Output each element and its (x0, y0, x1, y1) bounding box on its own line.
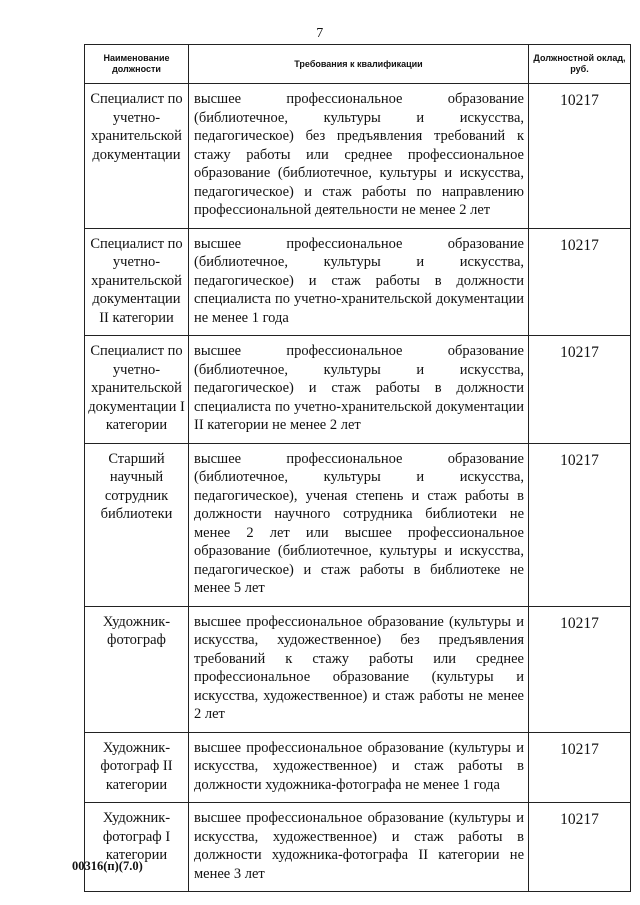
salary-value: 10217 (529, 84, 631, 229)
qualification-requirements: высшее профессиональное образование (культуры и искусства, художественное) и стаж работы в должности художника-фотографа не менее 1 года (189, 732, 529, 803)
table-row (85, 803, 631, 892)
table-row (85, 606, 631, 732)
header-salary: Должностной оклад, руб. (529, 45, 631, 84)
salary-value: 10217 (529, 606, 631, 732)
position-name: Художник-фотограф (85, 606, 189, 732)
salary-value: 10217 (529, 803, 631, 892)
position-name: Художник-фотограф II категории (85, 732, 189, 803)
table-row (85, 84, 631, 229)
position-name: Старший научный сотрудник библиотеки (85, 443, 189, 606)
table-row (85, 228, 631, 336)
table-row (85, 732, 631, 803)
table-header-row (85, 45, 631, 84)
salary-value: 10217 (529, 443, 631, 606)
position-name: Специалист по учетно-хранительской документации I категории (85, 336, 189, 444)
qualification-requirements: высшее профессиональное образование (культуры и искусства, художественное) и стаж работы в должности художника-фотографа II категории не менее 3 лет (189, 803, 529, 892)
salary-value: 10217 (529, 228, 631, 336)
qualification-requirements: высшее профессиональное образование (библиотечное, культуры и искусства, педагогическое), ученая степень и стаж работы в должности научного сотрудника библиотеки не менее 2 лет или высшее профессиональное образование (библиотечное, культуры и искусства, педагогическое) и стаж работы в библиотеке не менее 5 лет (189, 443, 529, 606)
position-name: Художник-фотограф I категории (85, 803, 189, 892)
header-requirements: Требования к квалификации (189, 45, 529, 84)
salary-value: 10217 (529, 336, 631, 444)
salary-value: 10217 (529, 732, 631, 803)
page-number: 7 (316, 26, 324, 41)
position-name: Специалист по учетно-хранительской документации II категории (85, 228, 189, 336)
qualification-requirements: высшее профессиональное образование (библиотечное, культуры и искусства, педагогическое) и стаж работы в должности специалиста по учетно-хранительской документации не менее 1 года (189, 228, 529, 336)
header-position-name: Наименование должности (85, 45, 189, 84)
table-row (85, 443, 631, 606)
qualification-requirements: высшее профессиональное образование (библиотечное, культуры и искусства, педагогическое) без предъявления требований к стажу работы или среднее профессиональное образование (библиотечное, культуры и искусства, педагогическое) и стаж работы по направлению профессиональной деятельности не менее 2 лет (189, 84, 529, 229)
qualification-requirements: высшее профессиональное образование (культуры и искусства, художественное) без предъявления требований к стажу работы или среднее профессиональное образование (культуры и искусства, художественное) и стаж работы не менее 2 лет (189, 606, 529, 732)
table-row (85, 336, 631, 444)
position-name: Специалист по учетно-хранительской документации (85, 84, 189, 229)
document-code: 00316(п)(7.0) (72, 859, 143, 873)
qualification-table (84, 44, 631, 892)
qualification-requirements: высшее профессиональное образование (библиотечное, культуры и искусства, педагогическое) и стаж работы в должности специалиста по учетно-хранительской документации II категории не менее 2 лет (189, 336, 529, 444)
